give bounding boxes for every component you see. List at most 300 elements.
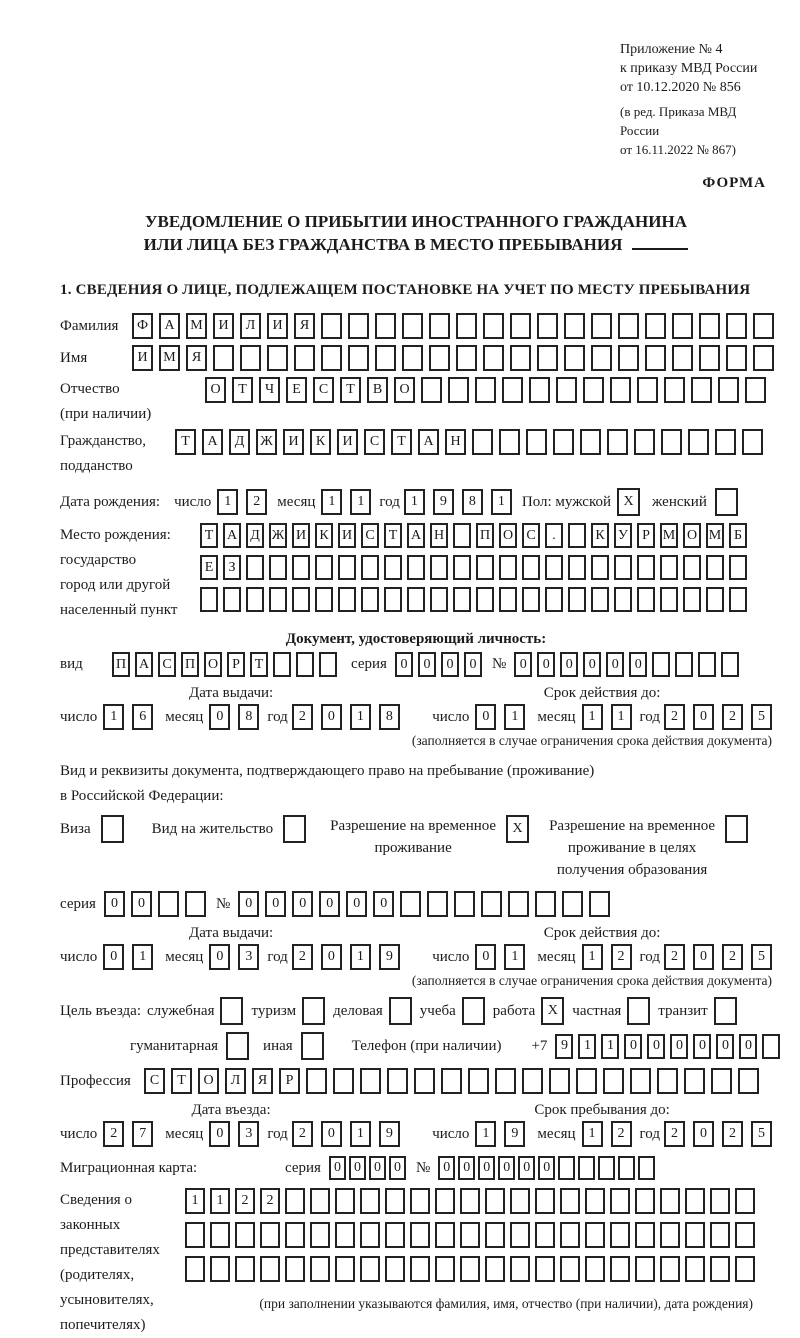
form-cell[interactable] xyxy=(158,891,179,917)
form-cell[interactable]: 0 xyxy=(131,891,152,917)
form-cell[interactable]: 2 xyxy=(664,944,685,970)
form-cell[interactable]: П xyxy=(112,652,130,677)
form-cell[interactable] xyxy=(185,891,206,917)
form-cell[interactable] xyxy=(472,429,493,455)
form-cell[interactable] xyxy=(535,1222,555,1248)
form-cell[interactable] xyxy=(302,997,325,1025)
form-cell[interactable]: И xyxy=(292,523,310,548)
form-cell[interactable] xyxy=(529,377,550,403)
form-cell[interactable]: X xyxy=(617,488,640,516)
form-cell[interactable] xyxy=(410,1222,430,1248)
form-cell[interactable] xyxy=(591,345,612,371)
form-cell[interactable] xyxy=(210,1256,230,1282)
form-cell[interactable] xyxy=(610,1222,630,1248)
form-cell[interactable] xyxy=(460,1188,480,1214)
form-cell[interactable]: П xyxy=(476,523,494,548)
form-cell[interactable] xyxy=(585,1256,605,1282)
form-cell[interactable] xyxy=(742,429,763,455)
form-cell[interactable] xyxy=(361,555,379,580)
form-cell[interactable]: Т xyxy=(391,429,412,455)
form-cell[interactable] xyxy=(485,1188,505,1214)
form-cell[interactable] xyxy=(718,377,739,403)
form-cell[interactable]: М xyxy=(159,345,180,371)
form-cell[interactable]: О xyxy=(204,652,222,677)
form-cell[interactable]: 0 xyxy=(321,944,342,970)
form-cell[interactable] xyxy=(711,1068,732,1094)
form-cell[interactable]: 2 xyxy=(611,944,632,970)
form-cell[interactable]: С xyxy=(364,429,385,455)
form-cell[interactable] xyxy=(410,1188,430,1214)
form-cell[interactable] xyxy=(645,345,666,371)
form-cell[interactable]: А xyxy=(407,523,425,548)
form-cell[interactable]: 2 xyxy=(246,489,267,515)
form-cell[interactable] xyxy=(618,345,639,371)
form-cell[interactable]: Б xyxy=(729,523,747,548)
form-cell[interactable] xyxy=(361,587,379,612)
form-cell[interactable] xyxy=(545,555,563,580)
form-cell[interactable] xyxy=(735,1256,755,1282)
form-cell[interactable] xyxy=(296,652,314,677)
form-cell[interactable] xyxy=(589,891,610,917)
form-cell[interactable] xyxy=(499,555,517,580)
form-cell[interactable] xyxy=(385,1188,405,1214)
form-cell[interactable]: 0 xyxy=(606,652,624,677)
form-cell[interactable]: 8 xyxy=(462,489,483,515)
form-cell[interactable] xyxy=(235,1256,255,1282)
form-cell[interactable] xyxy=(435,1188,455,1214)
form-cell[interactable]: 0 xyxy=(716,1034,734,1059)
form-cell[interactable]: Р xyxy=(637,523,655,548)
form-cell[interactable] xyxy=(285,1188,305,1214)
form-cell[interactable]: К xyxy=(310,429,331,455)
form-cell[interactable] xyxy=(310,1188,330,1214)
form-cell[interactable] xyxy=(591,313,612,339)
form-cell[interactable] xyxy=(660,1188,680,1214)
form-cell[interactable]: 8 xyxy=(238,704,259,730)
form-cell[interactable] xyxy=(675,652,693,677)
form-cell[interactable]: К xyxy=(315,523,333,548)
form-cell[interactable]: 0 xyxy=(478,1156,495,1180)
form-cell[interactable]: 1 xyxy=(582,704,603,730)
form-cell[interactable]: Я xyxy=(294,313,315,339)
form-cell[interactable] xyxy=(407,555,425,580)
form-cell[interactable]: Ж xyxy=(256,429,277,455)
form-cell[interactable] xyxy=(508,891,529,917)
form-cell[interactable] xyxy=(753,313,774,339)
form-cell[interactable] xyxy=(627,997,650,1025)
form-cell[interactable] xyxy=(335,1222,355,1248)
form-cell[interactable] xyxy=(560,1256,580,1282)
form-cell[interactable] xyxy=(510,1188,530,1214)
form-cell[interactable] xyxy=(660,555,678,580)
form-cell[interactable] xyxy=(430,587,448,612)
form-cell[interactable] xyxy=(735,1188,755,1214)
form-cell[interactable] xyxy=(657,1068,678,1094)
form-cell[interactable]: 8 xyxy=(379,704,400,730)
form-cell[interactable] xyxy=(652,652,670,677)
form-cell[interactable]: 0 xyxy=(209,944,230,970)
form-cell[interactable] xyxy=(710,1222,730,1248)
form-cell[interactable] xyxy=(101,815,124,843)
form-cell[interactable] xyxy=(375,345,396,371)
form-cell[interactable]: 0 xyxy=(647,1034,665,1059)
form-cell[interactable] xyxy=(553,429,574,455)
form-cell[interactable] xyxy=(269,555,287,580)
form-cell[interactable] xyxy=(468,1068,489,1094)
form-cell[interactable] xyxy=(389,997,412,1025)
form-cell[interactable]: 1 xyxy=(132,944,153,970)
form-cell[interactable] xyxy=(535,891,556,917)
form-cell[interactable] xyxy=(502,377,523,403)
form-cell[interactable]: 0 xyxy=(418,652,436,677)
form-cell[interactable]: 2 xyxy=(664,1121,685,1147)
form-cell[interactable] xyxy=(460,1222,480,1248)
form-cell[interactable] xyxy=(735,1222,755,1248)
form-cell[interactable] xyxy=(685,1256,705,1282)
form-cell[interactable]: 0 xyxy=(537,652,555,677)
form-cell[interactable]: Н xyxy=(430,523,448,548)
form-cell[interactable] xyxy=(510,345,531,371)
form-cell[interactable] xyxy=(535,1256,555,1282)
form-cell[interactable] xyxy=(691,377,712,403)
form-cell[interactable] xyxy=(429,345,450,371)
form-cell[interactable]: А xyxy=(159,313,180,339)
form-cell[interactable]: 0 xyxy=(438,1156,455,1180)
form-cell[interactable] xyxy=(560,1188,580,1214)
form-cell[interactable]: 1 xyxy=(217,489,238,515)
form-cell[interactable]: М xyxy=(706,523,724,548)
form-cell[interactable] xyxy=(430,555,448,580)
form-cell[interactable] xyxy=(387,1068,408,1094)
form-cell[interactable]: И xyxy=(213,313,234,339)
form-cell[interactable]: 1 xyxy=(103,704,124,730)
form-cell[interactable]: 0 xyxy=(238,891,259,917)
form-cell[interactable] xyxy=(715,488,738,516)
form-cell[interactable] xyxy=(610,1256,630,1282)
form-cell[interactable]: 3 xyxy=(238,1121,259,1147)
form-cell[interactable]: Т xyxy=(232,377,253,403)
form-cell[interactable]: М xyxy=(660,523,678,548)
form-cell[interactable]: 0 xyxy=(629,652,647,677)
form-cell[interactable]: 1 xyxy=(611,704,632,730)
form-cell[interactable]: 1 xyxy=(321,489,342,515)
form-cell[interactable]: 9 xyxy=(555,1034,573,1059)
form-cell[interactable]: У xyxy=(614,523,632,548)
form-cell[interactable]: 1 xyxy=(578,1034,596,1059)
form-cell[interactable] xyxy=(260,1256,280,1282)
form-cell[interactable] xyxy=(568,523,586,548)
form-cell[interactable]: 9 xyxy=(433,489,454,515)
form-cell[interactable]: Т xyxy=(171,1068,192,1094)
form-cell[interactable]: 2 xyxy=(722,1121,743,1147)
form-cell[interactable] xyxy=(460,1256,480,1282)
form-cell[interactable] xyxy=(558,1156,575,1180)
form-cell[interactable]: 6 xyxy=(132,704,153,730)
form-cell[interactable] xyxy=(591,555,609,580)
form-cell[interactable]: 1 xyxy=(185,1188,205,1214)
form-cell[interactable] xyxy=(585,1222,605,1248)
form-cell[interactable] xyxy=(246,555,264,580)
form-cell[interactable] xyxy=(285,1256,305,1282)
form-cell[interactable]: И xyxy=(338,523,356,548)
form-cell[interactable]: 0 xyxy=(514,652,532,677)
form-cell[interactable]: 0 xyxy=(321,1121,342,1147)
form-cell[interactable] xyxy=(684,1068,705,1094)
form-cell[interactable]: 0 xyxy=(104,891,125,917)
form-cell[interactable] xyxy=(726,313,747,339)
form-cell[interactable]: 2 xyxy=(103,1121,124,1147)
form-cell[interactable]: 1 xyxy=(475,1121,496,1147)
form-cell[interactable]: 0 xyxy=(670,1034,688,1059)
form-cell[interactable] xyxy=(535,1188,555,1214)
form-cell[interactable] xyxy=(710,1188,730,1214)
form-cell[interactable] xyxy=(598,1156,615,1180)
form-cell[interactable]: С xyxy=(361,523,379,548)
form-cell[interactable] xyxy=(556,377,577,403)
form-cell[interactable]: Д xyxy=(246,523,264,548)
form-cell[interactable] xyxy=(348,345,369,371)
form-cell[interactable]: 0 xyxy=(441,652,459,677)
form-cell[interactable]: 9 xyxy=(379,944,400,970)
form-cell[interactable]: И xyxy=(337,429,358,455)
form-cell[interactable] xyxy=(729,587,747,612)
form-cell[interactable] xyxy=(635,1256,655,1282)
form-cell[interactable]: 2 xyxy=(292,944,313,970)
form-cell[interactable]: П xyxy=(181,652,199,677)
form-cell[interactable] xyxy=(453,523,471,548)
form-cell[interactable] xyxy=(510,1222,530,1248)
form-cell[interactable] xyxy=(698,652,716,677)
form-cell[interactable]: 0 xyxy=(389,1156,406,1180)
form-cell[interactable]: Т xyxy=(250,652,268,677)
form-cell[interactable] xyxy=(310,1222,330,1248)
form-cell[interactable]: 1 xyxy=(350,489,371,515)
form-cell[interactable]: 2 xyxy=(611,1121,632,1147)
form-cell[interactable]: 2 xyxy=(722,704,743,730)
form-cell[interactable] xyxy=(385,1222,405,1248)
form-cell[interactable] xyxy=(407,587,425,612)
form-cell[interactable] xyxy=(267,345,288,371)
form-cell[interactable] xyxy=(456,345,477,371)
form-cell[interactable]: О xyxy=(205,377,226,403)
form-cell[interactable] xyxy=(421,377,442,403)
form-cell[interactable] xyxy=(348,313,369,339)
form-cell[interactable] xyxy=(661,429,682,455)
form-cell[interactable]: 0 xyxy=(693,1121,714,1147)
form-cell[interactable] xyxy=(638,1156,655,1180)
form-cell[interactable] xyxy=(762,1034,780,1059)
form-cell[interactable]: 0 xyxy=(538,1156,555,1180)
form-cell[interactable] xyxy=(476,555,494,580)
form-cell[interactable]: Я xyxy=(186,345,207,371)
form-cell[interactable] xyxy=(185,1222,205,1248)
form-cell[interactable]: 0 xyxy=(373,891,394,917)
form-cell[interactable] xyxy=(375,313,396,339)
form-cell[interactable]: 1 xyxy=(601,1034,619,1059)
form-cell[interactable]: 9 xyxy=(379,1121,400,1147)
form-cell[interactable]: В xyxy=(367,377,388,403)
form-cell[interactable]: 3 xyxy=(238,944,259,970)
form-cell[interactable]: М xyxy=(186,313,207,339)
form-cell[interactable]: Р xyxy=(279,1068,300,1094)
form-cell[interactable] xyxy=(226,1032,249,1060)
form-cell[interactable] xyxy=(240,345,261,371)
form-cell[interactable]: 2 xyxy=(664,704,685,730)
form-cell[interactable] xyxy=(607,429,628,455)
form-cell[interactable]: 0 xyxy=(475,944,496,970)
form-cell[interactable] xyxy=(618,313,639,339)
form-cell[interactable] xyxy=(714,997,737,1025)
form-cell[interactable]: 0 xyxy=(560,652,578,677)
form-cell[interactable] xyxy=(338,555,356,580)
form-cell[interactable]: 1 xyxy=(582,1121,603,1147)
form-cell[interactable]: Т xyxy=(384,523,402,548)
form-cell[interactable]: X xyxy=(506,815,529,843)
form-cell[interactable] xyxy=(462,997,485,1025)
form-cell[interactable]: 1 xyxy=(404,489,425,515)
form-cell[interactable]: 0 xyxy=(265,891,286,917)
form-cell[interactable]: 1 xyxy=(491,489,512,515)
form-cell[interactable]: 0 xyxy=(518,1156,535,1180)
form-cell[interactable] xyxy=(725,815,748,843)
form-cell[interactable]: Я xyxy=(252,1068,273,1094)
form-cell[interactable] xyxy=(360,1222,380,1248)
form-cell[interactable] xyxy=(583,377,604,403)
form-cell[interactable] xyxy=(235,1222,255,1248)
form-cell[interactable]: С xyxy=(313,377,334,403)
form-cell[interactable]: 0 xyxy=(475,704,496,730)
form-cell[interactable] xyxy=(710,1256,730,1282)
form-cell[interactable] xyxy=(441,1068,462,1094)
form-cell[interactable] xyxy=(614,555,632,580)
form-cell[interactable]: 1 xyxy=(582,944,603,970)
form-cell[interactable] xyxy=(706,555,724,580)
form-cell[interactable] xyxy=(456,313,477,339)
form-cell[interactable] xyxy=(576,1068,597,1094)
form-cell[interactable]: 0 xyxy=(321,704,342,730)
form-cell[interactable] xyxy=(635,1222,655,1248)
form-cell[interactable]: 7 xyxy=(132,1121,153,1147)
form-cell[interactable]: А xyxy=(418,429,439,455)
form-cell[interactable] xyxy=(483,345,504,371)
form-cell[interactable]: 5 xyxy=(751,944,772,970)
form-cell[interactable] xyxy=(738,1068,759,1094)
form-cell[interactable]: 0 xyxy=(349,1156,366,1180)
form-cell[interactable] xyxy=(630,1068,651,1094)
form-cell[interactable] xyxy=(400,891,421,917)
form-cell[interactable]: 2 xyxy=(292,704,313,730)
form-cell[interactable]: О xyxy=(499,523,517,548)
form-cell[interactable] xyxy=(499,587,517,612)
form-cell[interactable]: О xyxy=(394,377,415,403)
form-cell[interactable] xyxy=(568,587,586,612)
form-cell[interactable] xyxy=(476,587,494,612)
form-cell[interactable] xyxy=(306,1068,327,1094)
form-cell[interactable] xyxy=(726,345,747,371)
form-cell[interactable] xyxy=(335,1188,355,1214)
form-cell[interactable]: З xyxy=(223,555,241,580)
form-cell[interactable] xyxy=(185,1256,205,1282)
form-cell[interactable]: 0 xyxy=(209,704,230,730)
form-cell[interactable] xyxy=(610,1188,630,1214)
form-cell[interactable]: 0 xyxy=(693,944,714,970)
form-cell[interactable] xyxy=(213,345,234,371)
form-cell[interactable] xyxy=(435,1256,455,1282)
form-cell[interactable] xyxy=(435,1222,455,1248)
form-cell[interactable] xyxy=(526,429,547,455)
form-cell[interactable]: Т xyxy=(200,523,218,548)
form-cell[interactable] xyxy=(715,429,736,455)
form-cell[interactable]: Д xyxy=(229,429,250,455)
form-cell[interactable] xyxy=(545,587,563,612)
form-cell[interactable] xyxy=(210,1222,230,1248)
form-cell[interactable]: Т xyxy=(340,377,361,403)
form-cell[interactable]: 0 xyxy=(329,1156,346,1180)
form-cell[interactable] xyxy=(485,1222,505,1248)
form-cell[interactable] xyxy=(660,587,678,612)
form-cell[interactable] xyxy=(562,891,583,917)
form-cell[interactable] xyxy=(402,313,423,339)
form-cell[interactable] xyxy=(510,313,531,339)
form-cell[interactable]: 2 xyxy=(722,944,743,970)
form-cell[interactable]: Т xyxy=(175,429,196,455)
form-cell[interactable] xyxy=(499,429,520,455)
form-cell[interactable]: Ж xyxy=(269,523,287,548)
form-cell[interactable]: Ч xyxy=(259,377,280,403)
form-cell[interactable] xyxy=(292,587,310,612)
form-cell[interactable]: 0 xyxy=(693,1034,711,1059)
form-cell[interactable]: 5 xyxy=(751,1121,772,1147)
form-cell[interactable]: И xyxy=(283,429,304,455)
form-cell[interactable] xyxy=(384,555,402,580)
form-cell[interactable] xyxy=(360,1188,380,1214)
form-cell[interactable]: С xyxy=(144,1068,165,1094)
form-cell[interactable] xyxy=(560,1222,580,1248)
form-cell[interactable] xyxy=(483,313,504,339)
form-cell[interactable] xyxy=(706,587,724,612)
form-cell[interactable] xyxy=(688,429,709,455)
form-cell[interactable]: 9 xyxy=(504,1121,525,1147)
form-cell[interactable]: И xyxy=(267,313,288,339)
form-cell[interactable] xyxy=(223,587,241,612)
form-cell[interactable] xyxy=(564,313,585,339)
form-cell[interactable] xyxy=(510,1256,530,1282)
form-cell[interactable] xyxy=(522,555,540,580)
form-cell[interactable]: 0 xyxy=(103,944,124,970)
form-cell[interactable] xyxy=(660,1222,680,1248)
form-cell[interactable] xyxy=(522,587,540,612)
form-cell[interactable] xyxy=(414,1068,435,1094)
form-cell[interactable] xyxy=(410,1256,430,1282)
form-cell[interactable]: О xyxy=(198,1068,219,1094)
form-cell[interactable]: Р xyxy=(227,652,245,677)
form-cell[interactable] xyxy=(315,587,333,612)
form-cell[interactable] xyxy=(360,1068,381,1094)
form-cell[interactable] xyxy=(660,1256,680,1282)
form-cell[interactable] xyxy=(273,652,291,677)
form-cell[interactable]: Ф xyxy=(132,313,153,339)
form-cell[interactable]: 1 xyxy=(350,944,371,970)
form-cell[interactable] xyxy=(603,1068,624,1094)
form-cell[interactable] xyxy=(685,1188,705,1214)
form-cell[interactable] xyxy=(427,891,448,917)
form-cell[interactable] xyxy=(448,377,469,403)
form-cell[interactable]: 1 xyxy=(350,704,371,730)
form-cell[interactable]: 0 xyxy=(458,1156,475,1180)
form-cell[interactable]: 2 xyxy=(292,1121,313,1147)
form-cell[interactable] xyxy=(283,815,306,843)
form-cell[interactable] xyxy=(614,587,632,612)
